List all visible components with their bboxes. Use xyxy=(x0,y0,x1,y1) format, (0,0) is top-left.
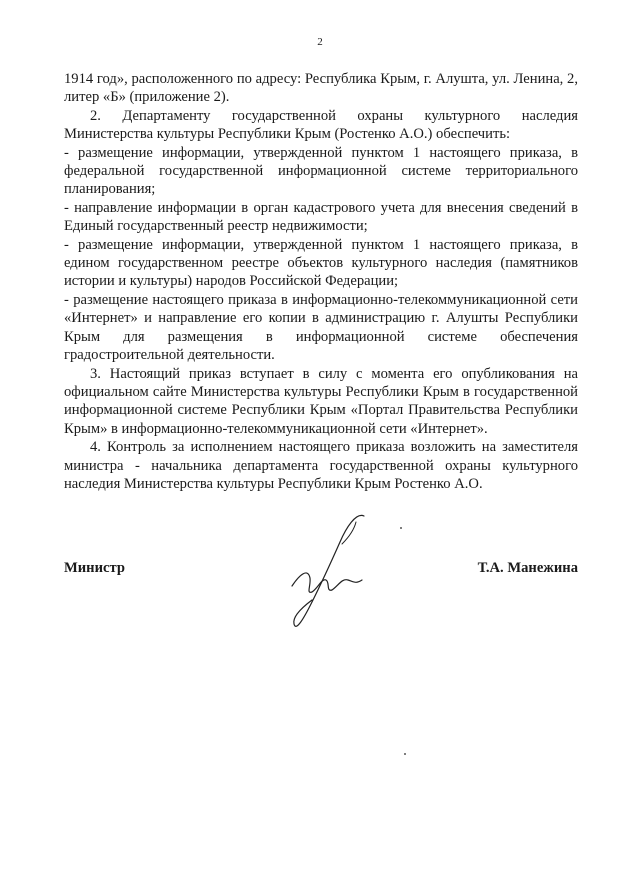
paragraph: 2. Департаменту государственной охраны культурного наследия Министерства культуры Республики Крым (Ростенко А.О.) обеспечить: xyxy=(64,107,578,143)
document-body xyxy=(64,70,578,493)
handwritten-signature xyxy=(286,508,376,638)
paragraph: - размещение настоящего приказа в информационно-телекоммуникационной сети «Интернет» и направление его копии в администрацию г. Алушты Республики Крым для размещения в информационной системе обеспечения градостроительной деятельности. xyxy=(64,291,578,364)
paragraph: 1914 год», расположенного по адресу: Республика Крым, г. Алушта, ул. Ленина, 2, литер «Б» (приложение 2). xyxy=(64,71,578,106)
paragraph: 3. Настоящий приказ вступает в силу с момента его опубликования на официальном сайте Министерства культуры Республики Крым в государственной информационной системе Республики Крым «Портал Правительства Республики Крым» в информационно-телекоммуникационной сети «Интернет». xyxy=(64,365,578,437)
paragraph: - размещение информации, утвержденной пунктом 1 настоящего приказа, в федеральной государственной информационной системе территориального планирования; xyxy=(64,144,578,198)
signatory-title: Министр xyxy=(64,560,125,576)
signatory-name: Т.А. Манежина xyxy=(477,560,578,576)
paragraph: - размещение информации, утвержденной пунктом 1 настоящего приказа, в едином государственном реестре объектов культурного наследия (памятников истории и культуры) народов Российской Федерации; xyxy=(64,236,578,290)
paragraph: 4. Контроль за исполнением настоящего приказа возложить на заместителя министра - начальника департамента государственной охраны культурного наследия Министерства культуры Республики Крым Ростенко А.О. xyxy=(64,439,578,492)
paragraph: - направление информации в орган кадастрового учета для внесения сведений в Единый государственный реестр недвижимости; xyxy=(64,199,578,235)
scan-speck xyxy=(400,527,402,529)
scan-speck xyxy=(404,753,406,755)
page-number: 2 xyxy=(317,36,323,48)
